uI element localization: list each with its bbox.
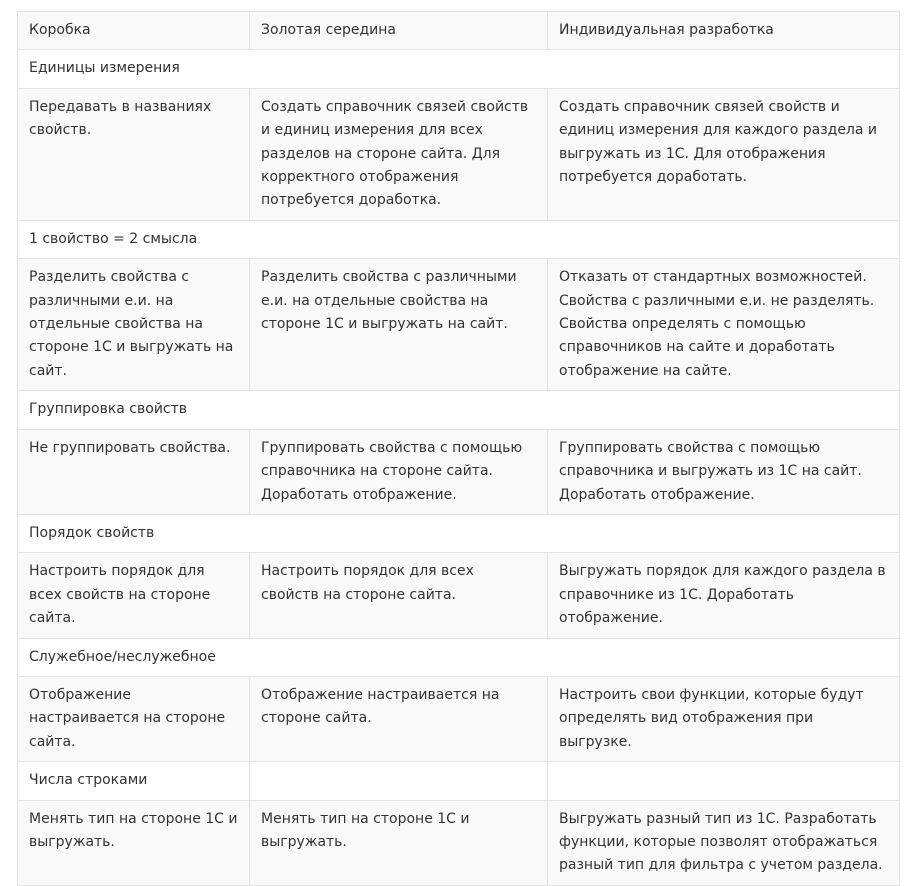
comparison-table-container (17, 11, 899, 886)
table-cell: Разделить свойства с различными е.и. на отдельные свойства на стороне 1С и выгружать на сайт. (250, 259, 548, 391)
table-cell: Отказать от стандартных возможностей. Свойства с различными е.и. не разделять. Свойства определять с помощью справочников на сайте и доработать отображение на сайте. (548, 259, 900, 391)
table-cell: Настроить свои функции, которые будут определять вид отображения при выгрузке. (548, 676, 900, 761)
section-title: Порядок свойств (18, 514, 900, 552)
table-cell: Создать справочник связей свойств и единиц измерения для всех разделов на стороне сайта. Для корректного отображения потребуется доработка. (250, 88, 548, 220)
table-cell: Выгружать разный тип из 1С. Разработать функции, которые позволят отображаться разный тип для фильтра с учетом раздела. (548, 800, 900, 885)
header-cell-custom: Индивидуальная разработка (548, 12, 900, 50)
table-header-row (18, 12, 900, 50)
table-row (18, 676, 900, 761)
section-title-row (18, 50, 900, 88)
section-title: Служебное/неслужебное (18, 638, 900, 676)
table-row (18, 800, 900, 885)
header-cell-box: Коробка (18, 12, 250, 50)
table-cell: Создать справочник связей свойств и единиц измерения для каждого раздела и выгружать из 1С. Для отображения потребуется доработать. (548, 88, 900, 220)
comparison-table (17, 11, 900, 886)
table-cell: Группировать свойства с помощью справочника и выгружать из 1С на сайт. Доработать отображение. (548, 429, 900, 514)
section-title-row (18, 391, 900, 429)
section-title-row (18, 220, 900, 258)
table-cell: Менять тип на стороне 1С и выгружать. (250, 800, 548, 885)
section-title-row (18, 638, 900, 676)
table-cell: Настроить порядок для всех свойств на стороне сайта. (18, 553, 250, 638)
table-cell: Менять тип на стороне 1С и выгружать. (18, 800, 250, 885)
table-row (18, 553, 900, 638)
section-title-row (18, 762, 900, 800)
empty-cell (548, 762, 900, 800)
table-cell: Настроить порядок для всех свойств на стороне сайта. (250, 553, 548, 638)
table-cell: Не группировать свойства. (18, 429, 250, 514)
table-cell: Разделить свойства с различными е.и. на отдельные свойства на стороне 1С и выгружать на сайт. (18, 259, 250, 391)
section-title: Группировка свойств (18, 391, 900, 429)
table-cell: Отображение настраивается на стороне сайта. (18, 676, 250, 761)
table-cell: Группировать свойства с помощью справочника на стороне сайта. Доработать отображение. (250, 429, 548, 514)
section-title: Числа строками (18, 762, 250, 800)
header-cell-middle: Золотая середина (250, 12, 548, 50)
table-cell: Отображение настраивается на стороне сайта. (250, 676, 548, 761)
table-row (18, 429, 900, 514)
table-cell: Передавать в названиях свойств. (18, 88, 250, 220)
section-title-row (18, 514, 900, 552)
table-row (18, 88, 900, 220)
table-row (18, 259, 900, 391)
section-title: Единицы измерения (18, 50, 900, 88)
empty-cell (250, 762, 548, 800)
section-title: 1 свойство = 2 смысла (18, 220, 900, 258)
table-cell: Выгружать порядок для каждого раздела в справочнике из 1С. Доработать отображение. (548, 553, 900, 638)
